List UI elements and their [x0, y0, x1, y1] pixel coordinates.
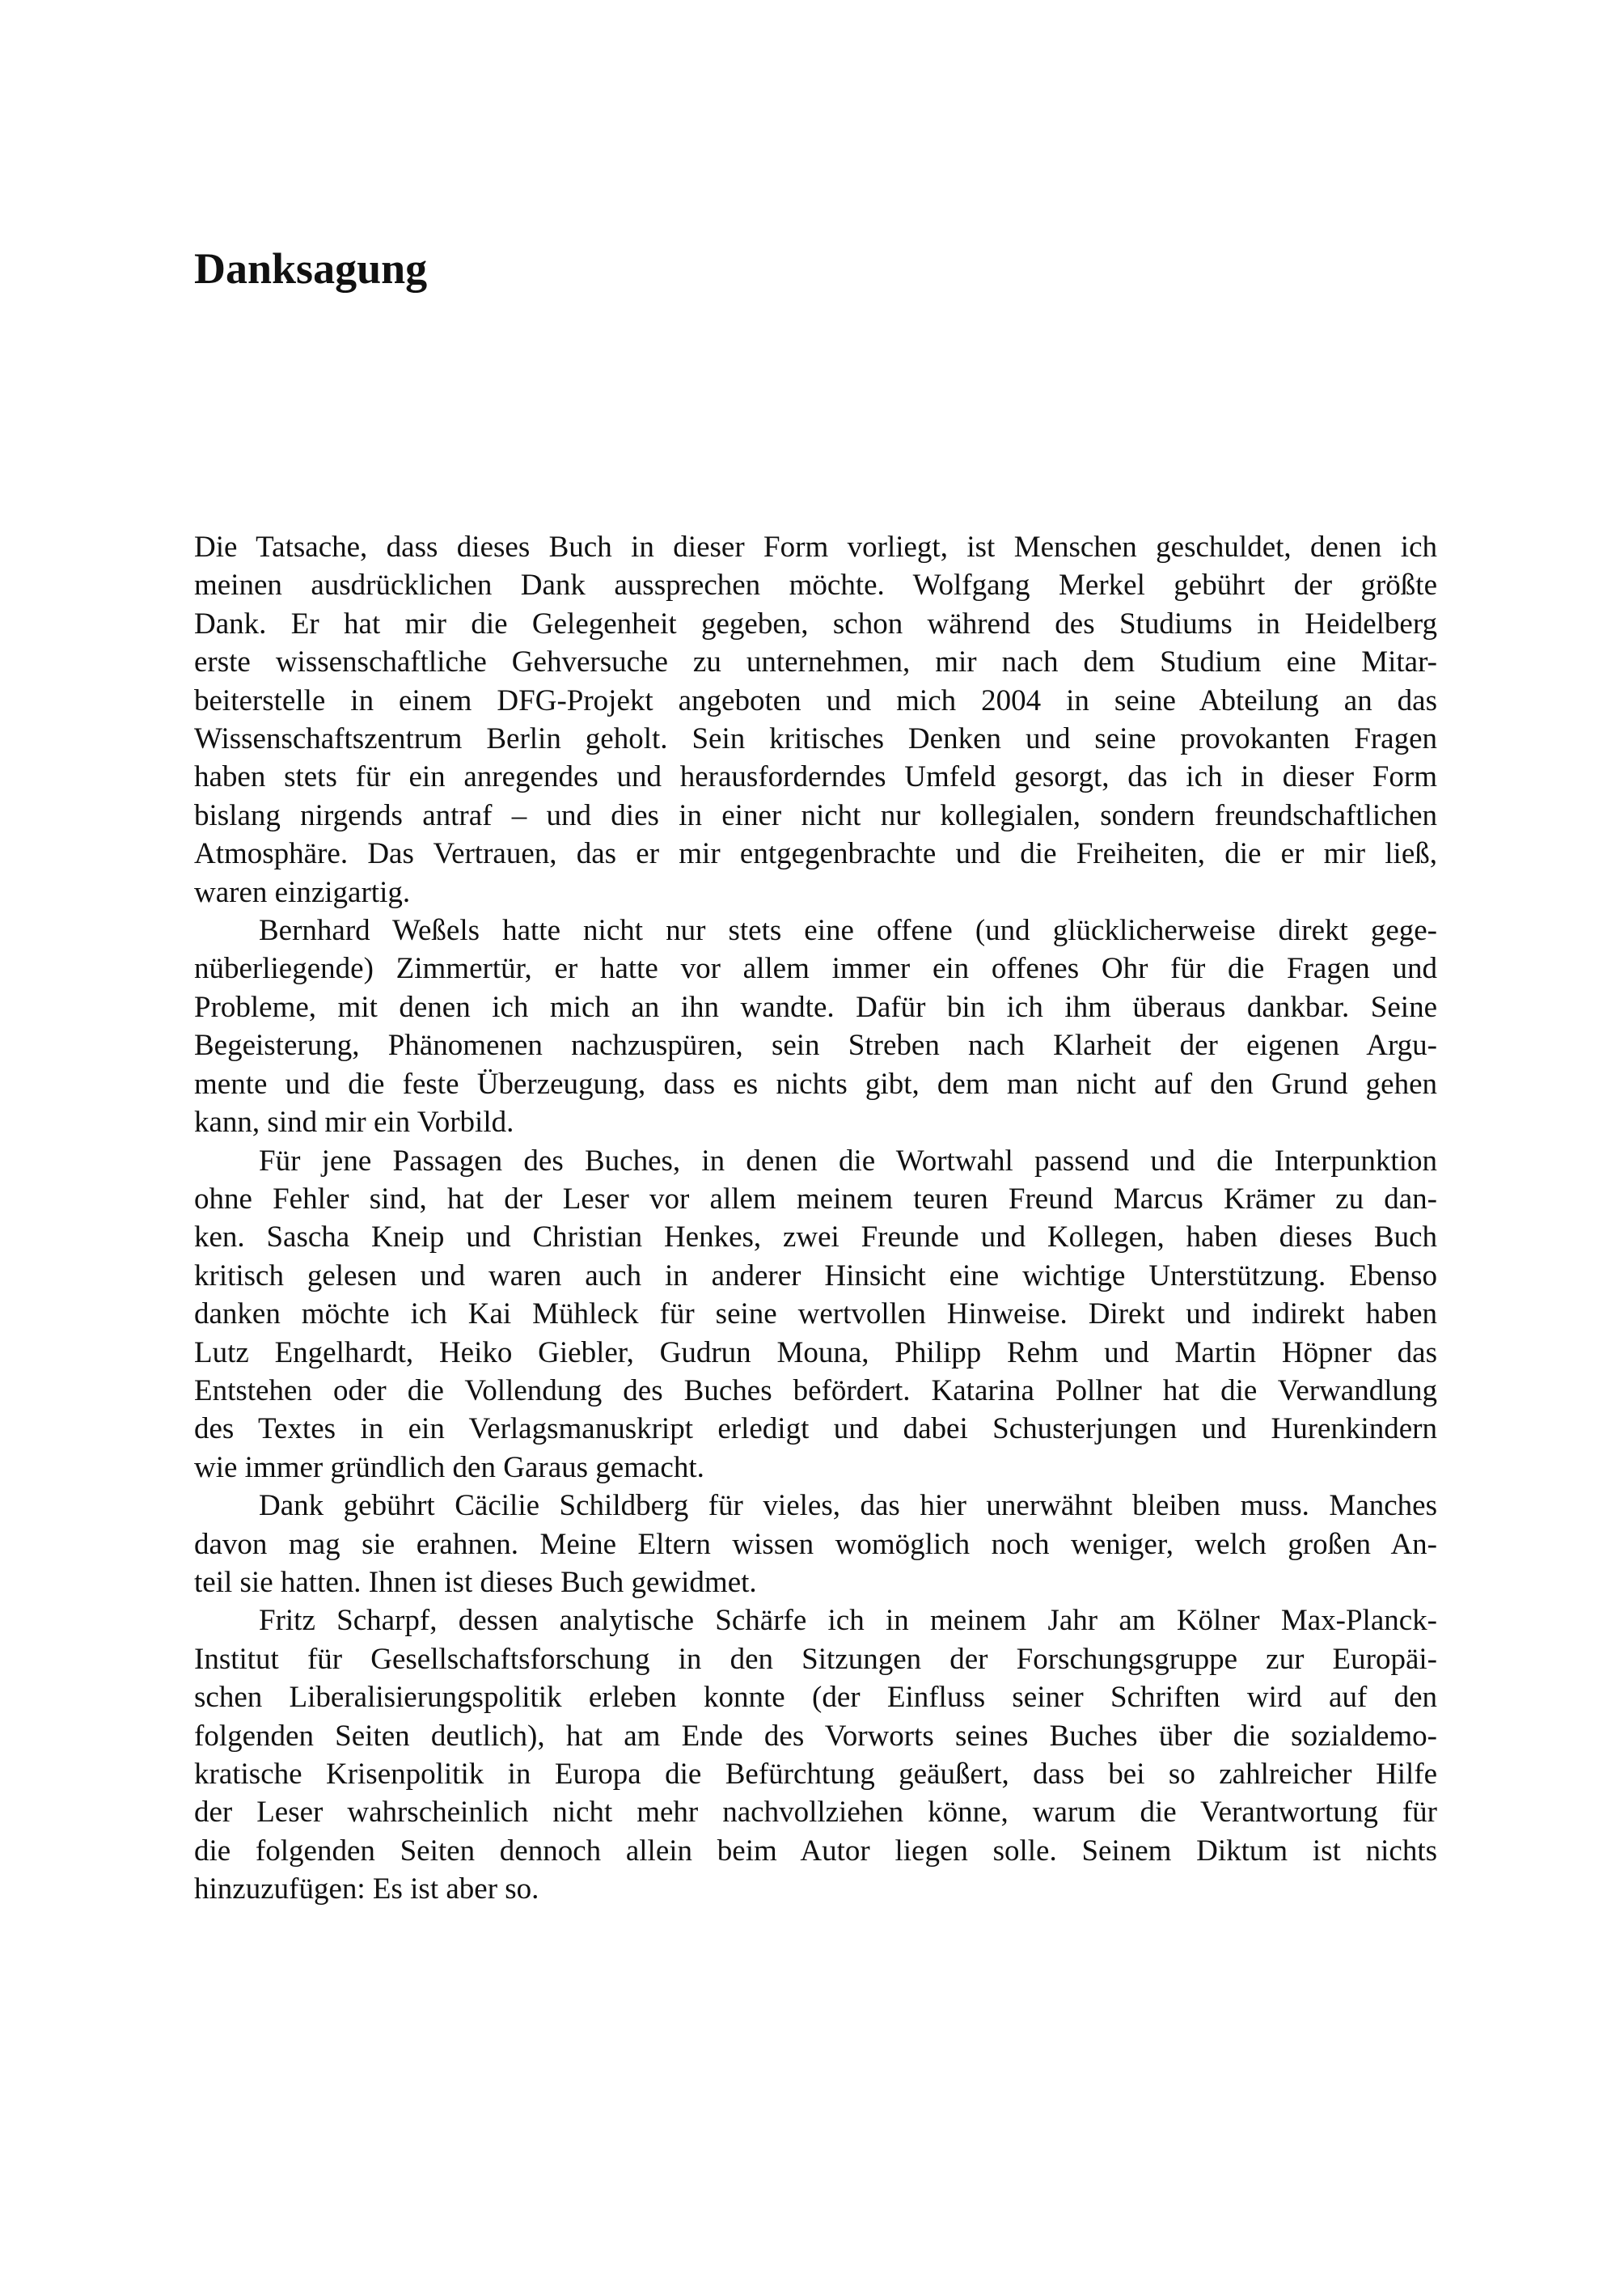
paragraph-5 [194, 1601, 1437, 1908]
text-line: Lutz Engelhardt, Heiko Giebler, Gudrun Mouna, Philipp Rehm und Martin Höpner das [194, 1335, 1437, 1369]
text-line: waren einzigartig. [194, 875, 411, 909]
text-line: nüberliegende) Zimmertür, er hatte vor allem immer ein offenes Ohr für die Fragen und [194, 952, 1437, 986]
text-line: des Textes in ein Verlagsmanuskript erledigt und dabei Schusterjungen und Hurenkindern [194, 1412, 1437, 1446]
text-line: die folgenden Seiten dennoch allein beim Autor liegen solle. Seinem Diktum ist nichts [194, 1834, 1437, 1868]
paragraph-4 [194, 1487, 1437, 1601]
text-line: folgenden Seiten deutlich), hat am Ende des Vorworts seines Buches über die sozialdemo- [194, 1719, 1437, 1753]
text-line: Die Tatsache, dass dieses Buch in dieser Form vorliegt, ist Menschen geschuldet, denen ich [194, 531, 1437, 564]
text-line: Bernhard Weßels hatte nicht nur stets eine offene (und glücklicherweise direkt gege- [259, 914, 1437, 948]
text-line: Begeisterung, Phänomenen nachzuspüren, sein Streben nach Klarheit der eigenen Argu- [194, 1029, 1437, 1063]
text-line: Probleme, mit denen ich mich an ihn wandte. Dafür bin ich ihm überaus dankbar. Seine [194, 990, 1437, 1024]
text-line: davon mag sie erahnen. Meine Eltern wissen womöglich noch weniger, welch großen An- [194, 1527, 1437, 1561]
text-line: Dank. Er hat mir die Gelegenheit gegeben, schon während des Studiums in Heidelberg [194, 607, 1437, 641]
text-line: Für jene Passagen des Buches, in denen die Wortwahl passend und die Interpunktion [259, 1144, 1437, 1178]
text-line: ohne Fehler sind, hat der Leser vor allem meinem teuren Freund Marcus Krämer zu dan- [194, 1182, 1437, 1216]
text-line: schen Liberalisierungspolitik erleben konnte (der Einfluss seiner Schriften wird auf den [194, 1681, 1437, 1715]
paragraph-2 [194, 912, 1437, 1141]
text-line: Institut für Gesellschaftsforschung in den Sitzungen der Forschungsgruppe zur Europäi- [194, 1642, 1437, 1676]
text-line: kratische Krisenpolitik in Europa die Befürchtung geäußert, dass bei so zahlreicher Hilfe [194, 1758, 1437, 1791]
text-line: Wissenschaftszentrum Berlin geholt. Sein kritisches Denken und seine provokanten Fragen [194, 722, 1437, 756]
paragraph-1 [194, 528, 1437, 912]
text-line: meinen ausdrücklichen Dank aussprechen möchte. Wolfgang Merkel gebührt der größte [194, 569, 1437, 603]
text-line: teil sie hatten. Ihnen ist dieses Buch gewidmet. [194, 1565, 757, 1599]
text-line: Entstehen oder die Vollendung des Buches befördert. Katarina Pollner hat die Verwandlung [194, 1373, 1437, 1407]
paragraph-3 [194, 1142, 1437, 1487]
text-line: danken möchte ich Kai Mühleck für seine wertvollen Hinweise. Direkt und indirekt haben [194, 1297, 1437, 1331]
text-line: wie immer gründlich den Garaus gemacht. [194, 1450, 704, 1484]
text-line: kann, sind mir ein Vorbild. [194, 1106, 514, 1140]
body-text [194, 528, 1437, 1909]
text-line: der Leser wahrscheinlich nicht mehr nachvollziehen könne, warum die Verantwortung für [194, 1796, 1437, 1830]
text-line: ken. Sascha Kneip und Christian Henkes, zwei Freunde und Kollegen, haben dieses Buch [194, 1221, 1437, 1254]
page-title: Danksagung [194, 244, 428, 293]
text-line: erste wissenschaftliche Gehversuche zu unternehmen, mir nach dem Studium eine Mitar- [194, 645, 1437, 679]
text-line: Fritz Scharpf, dessen analytische Schärfe ich in meinem Jahr am Kölner Max-Planck- [259, 1604, 1437, 1638]
text-line: bislang nirgends antraf – und dies in einer nicht nur kollegialen, sondern freundschaftlichen [194, 798, 1437, 832]
text-line: hinzuzufügen: Es ist aber so. [194, 1872, 539, 1906]
text-line: haben stets für ein anregendes und herausforderndes Umfeld gesorgt, das ich in dieser Form [194, 760, 1437, 794]
text-line: kritisch gelesen und waren auch in anderer Hinsicht eine wichtige Unterstützung. Ebenso [194, 1259, 1437, 1292]
text-line: Dank gebührt Cäcilie Schildberg für vieles, das hier unerwähnt bleiben muss. Manches [259, 1489, 1437, 1523]
text-line: beiterstelle in einem DFG-Projekt angeboten und mich 2004 in seine Abteilung an das [194, 683, 1437, 717]
text-line: mente und die feste Überzeugung, dass es nichts gibt, dem man nicht auf den Grund gehen [194, 1067, 1437, 1101]
text-line: Atmosphäre. Das Vertrauen, das er mir entgegenbrachte und die Freiheiten, die er mir ließ, [194, 837, 1437, 871]
